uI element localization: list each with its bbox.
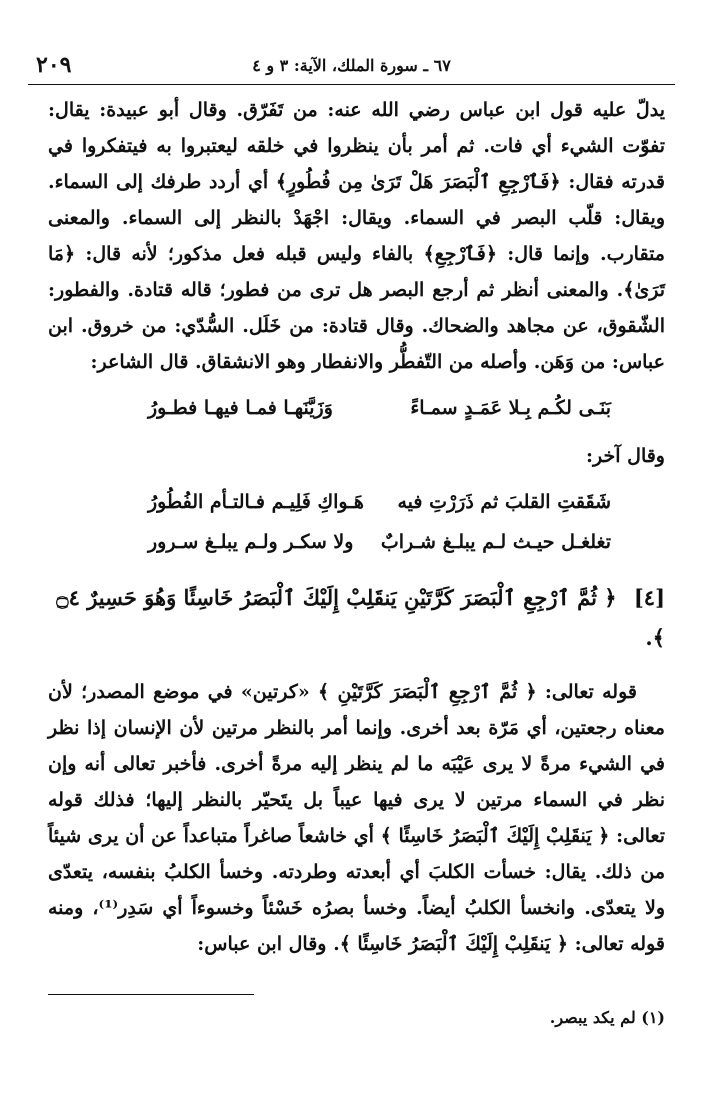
hemistich-right: بَنَـى لكُـم بِـلا عَمَـدٍ سمـاءً <box>410 397 611 419</box>
hemistich-right: تغلغـل حيـث لـم يبلـغ شـرابٌ <box>380 531 611 553</box>
hemistich-left: هَـواكِ فَلِيـم فـالتـأم الفُطُورُ <box>148 491 364 513</box>
paragraph-commentary-2: قوله تعالى: ﴿ ثُمَّ ٱرْجِعِ ٱلْبَصَرَ كَرَّتَيْنِ ﴾ «كرتين» في موضع المصدر؛ لأن معناه رجعتين، أي مَرّة بعد أخرى. وإنما أمر بالنظر مرتين لأن الإنسان إذا نظر في الشيء مرةً لا يرى عَيْبَه ما لم ينظر إليه مرةً أخرى. فأخبر تعالى أنه وإن نظر في السماء مرتين لا يرى فيها عيباً بل يتَحيّر بالنظر إليها؛ فذلك قوله تعالى: ﴿ يَنقَلِبْ إِلَيْكَ ٱلْبَصَرُ خَاسِئًا ﴾ أي خاشعاً صاغراً متباعداً عن أن يرى شيئاً من ذلك. يقال: خسأت الكلبَ أي أبعدته وطردته. وخسأ الكلبُ بنفسه، يتعدّى ولا يتعدّى. وانخسأ الكلبُ أيضاً. وخسأ بصرُه خَسْئاً وخسوءاً أي سَدِر⁽¹⁾، ومنه قوله تعالى: ﴿ يَنقَلِبْ إِلَيْكَ ٱلْبَصَرُ خَاسِئًا ﴾. وقال ابن عباس: <box>48 681 665 955</box>
verse-text: ﴿ ثُمَّ ٱرْجِعِ ٱلْبَصَرَ كَرَّتَيْنِ يَنقَلِبْ إِلَيْكَ ٱلْبَصَرُ خَاسِئًا وَهُوَ حَسِيرٌ ۝٤ ﴾. <box>56 585 665 650</box>
poem-line <box>48 390 665 426</box>
another-poet-label: وقال آخر: <box>586 445 665 467</box>
verse-number: [٤] <box>633 585 665 610</box>
paragraph-commentary-1: يدلّ عليه قول ابن عباس رضي الله عنه: من تَفَرّق. وقال أبو عبيدة: يقال: تفوّت الشيء أي فات. ثم أمر بأن ينظروا في خلقه ليعتبروا به فيتفكروا في قدرته فقال: ﴿فَٱرْجِعِ ٱلْبَصَرَ هَلْ تَرَىٰ مِن فُطُورٍ﴾ أي أردد طرفك إلى السماء. ويقال: قلّب البصر في السماء. ويقال: اجْهَدْ بالنظر إلى السماء. والمعنى متقارب. وإنما قال: ﴿فَٱرْجِعِ﴾ بالفاء وليس قبله فعل مذكور؛ لأنه قال: ﴿مَا تَرَىٰ﴾. والمعنى أنظر ثم أرجع البصر هل ترى من فطور؛ قاله قتادة. والفطور: الشّقوق، عن مجاهد والضحاك. وقال قتادة: من خَلَل. السُّدّي: من خروق. ابن عباس: من وَهَن. وأصله من التّفطُّر والانفطار وهو الانشقاق. قال الشاعر: <box>48 99 665 373</box>
hemistich-right: شَقَقتِ القلبَ ثم ذَرَرْتِ فيه <box>397 491 611 513</box>
poem-line <box>48 484 665 520</box>
verse-heading <box>48 578 665 658</box>
poem-1 <box>48 390 665 426</box>
page-body <box>48 92 665 962</box>
poem-line <box>48 524 665 560</box>
hemistich-left: وَزَيَّنَهـا فمـا فيهـا فطـورُ <box>148 397 333 419</box>
page-number: ٢٠٩ <box>36 52 72 78</box>
running-title: ٦٧ ـ سورة الملك، الآية: ٣ و ٤ <box>252 56 451 75</box>
footnote: (١) لم يكد يبصر. <box>549 1008 665 1027</box>
footnote-divider <box>48 994 254 995</box>
page-header <box>28 52 675 85</box>
hemistich-left: ولا سكـر ولـم يبلـغ سـرور <box>148 531 354 553</box>
poem-2 <box>48 484 665 560</box>
